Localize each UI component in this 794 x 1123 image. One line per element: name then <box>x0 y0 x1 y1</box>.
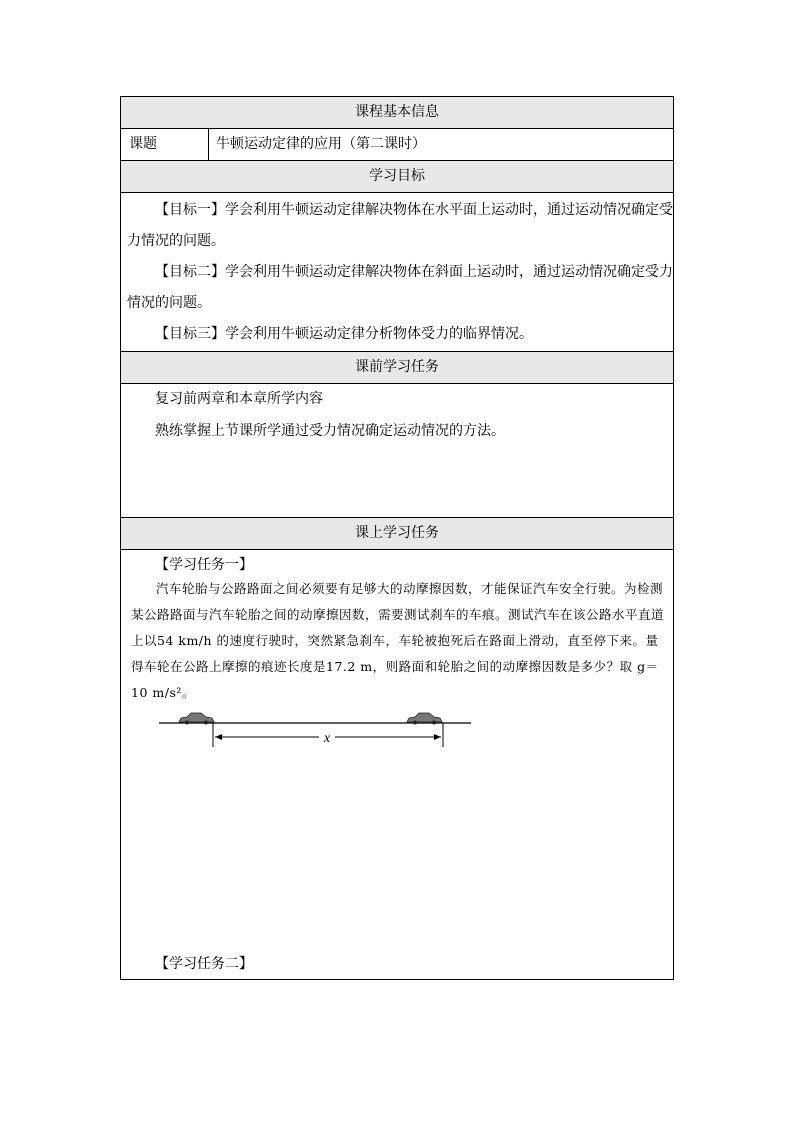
arrowhead-right <box>434 734 441 740</box>
topic-value: 牛顿运动定律的应用（第二课时） <box>216 136 426 152</box>
topic-label: 课题 <box>121 129 209 160</box>
goal-1-line-1: 【目标一】学会利用牛顿运动定律解决物体在水平面上运动时，通过运动情况确定受 <box>155 202 673 218</box>
task-2-title: 【学习任务二】 <box>155 956 253 972</box>
arrowhead-left <box>215 734 222 740</box>
course-info-title: 课程基本信息 <box>355 104 439 120</box>
pre-task-2: 熟练掌握上节课所学通过受力情况确定运动情况的方法。 <box>155 423 505 439</box>
goal-3: 【目标三】学会利用牛顿运动定律分析物体受力的临界情况。 <box>155 326 533 342</box>
pre-tasks-section <box>121 384 673 518</box>
pre-tasks-header <box>121 352 673 384</box>
topic-row <box>121 129 673 161</box>
goals-section <box>121 193 673 352</box>
course-info-header <box>121 97 673 129</box>
goals-header <box>121 161 673 193</box>
goal-1-line-2: 力情况的问题。 <box>127 233 225 249</box>
in-class-header <box>121 518 673 550</box>
in-class-title: 课上学习任务 <box>355 525 439 541</box>
goal-2-line-2: 情况的问题。 <box>127 295 211 311</box>
pre-tasks-title: 课前学习任务 <box>355 359 439 375</box>
braking-distance-figure <box>159 705 475 753</box>
course-table <box>120 96 674 980</box>
task-1-title: 【学习任务一】 <box>155 557 253 573</box>
goals-title: 学习目标 <box>369 168 425 184</box>
pre-task-1: 复习前两章和本章所学内容 <box>155 391 323 407</box>
task-1-problem: 汽车轮胎与公路路面之间必须要有足够大的动摩擦因数，才能保证汽车安全行驶。为检测某公路路面与汽车轮胎之间的动摩擦因数，需要测试刹车的车痕。测试汽车在该公路水平直道上以54 km/h 的速度行驶时，突然紧急刹车，车轮被抱死后在路面上滑动，直至停下来。量得车轮在公路上摩擦的痕迹长度是17.2 m，则路面和轮胎之间的动摩擦因数是多少？取 g＝10 m/s²。 <box>131 581 665 700</box>
distance-label: x <box>323 731 331 746</box>
goal-2-line-1: 【目标二】学会利用牛顿运动定律解决物体在斜面上运动时，通过运动情况确定受力 <box>155 264 673 280</box>
